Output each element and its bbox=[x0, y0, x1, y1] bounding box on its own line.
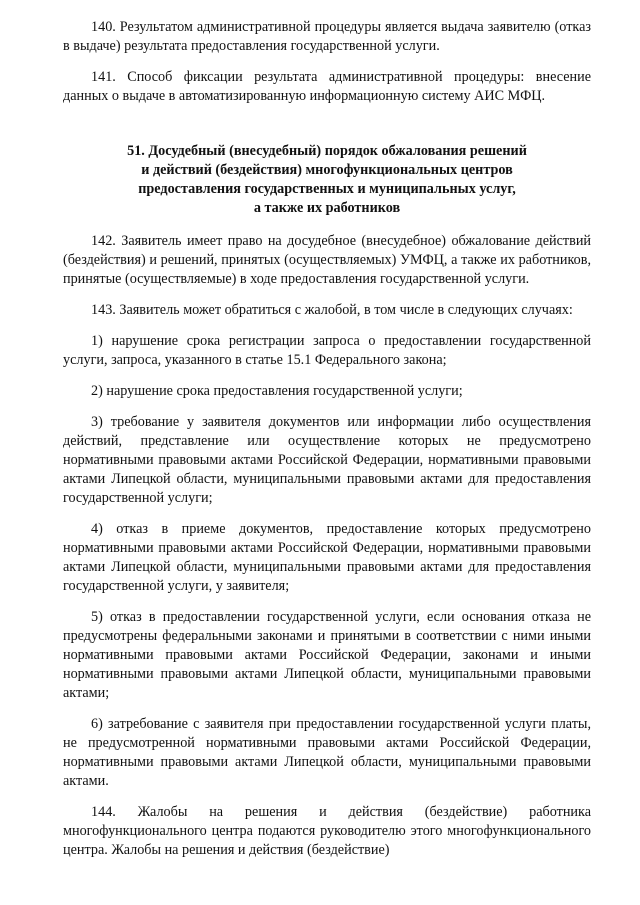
paragraph-140: 140. Результатом административной процедуры является выдача заявителю (отказ в выдаче) результата предоставления государственной услуги. bbox=[63, 19, 591, 54]
paragraph-143-item-5: 5) отказ в предоставлении государственной услуги, если основания отказа не предусмотрены федеральными законами и принятыми в соответствии с ними иными нормативными правовыми актами Российской Федерации, законами и иными нормативными правовыми актами Липецкой области, муниципальными правовыми актами; bbox=[63, 609, 591, 701]
section-heading-line-3: предоставления государственных и муниципальных услуг, bbox=[138, 181, 516, 197]
section-heading-line-2: и действий (бездействия) многофункциональных центров bbox=[141, 162, 513, 178]
paragraph-143-item-1: 1) нарушение срока регистрации запроса о предоставлении государственной услуги, запроса, указанного в статье 15.1 Федерального закона; bbox=[63, 333, 591, 368]
paragraph-143-item-3: 3) требование у заявителя документов или информации либо осуществления действий, представление или осуществление которых не предусмотрено нормативными правовыми актами Российской Федерации, нормативными правовыми актами Липецкой области, муниципальными правовыми актами для предоставления государственной услуги; bbox=[63, 414, 591, 506]
paragraph-143-item-4: 4) отказ в приеме документов, предоставление которых предусмотрено нормативными правовыми актами Российской Федерации, нормативными правовыми актами Липецкой области, муниципальными правовыми актами для предоставления государственной услуги, у заявителя; bbox=[63, 521, 591, 594]
paragraph-142: 142. Заявитель имеет право на досудебное (внесудебное) обжалование действий (бездействия) и решений, принятых (осуществляемых) УМФЦ, а также их работников, принятые (осуществляемые) в ходе предоставления государственной услуги. bbox=[63, 233, 591, 287]
document-page bbox=[63, 18, 591, 872]
section-heading-line-4: а также их работников bbox=[253, 200, 401, 216]
paragraph-143-item-2: 2) нарушение срока предоставления государственной услуги; bbox=[91, 383, 463, 399]
paragraph-143: 143. Заявитель может обратиться с жалобой, в том числе в следующих случаях: bbox=[91, 302, 573, 318]
paragraph-144: 144. Жалобы на решения и действия (бездействие) работника многофункционального центра подаются руководителю этого многофункционального центра. Жалобы на решения и действия (бездействие) bbox=[63, 804, 591, 858]
section-heading-line-1: 51. Досудебный (внесудебный) порядок обжалования решений bbox=[127, 143, 527, 159]
paragraph-141: 141. Способ фиксации результата административной процедуры: внесение данных о выдаче в автоматизированную информационную систему АИС МФЦ. bbox=[63, 69, 591, 104]
section-heading bbox=[83, 142, 571, 218]
paragraph-143-item-6: 6) затребование с заявителя при предоставлении государственной услуги платы, не предусмотренной нормативными правовыми актами Российской Федерации, нормативными правовыми актами Липецкой области, муниципальными правовыми актами. bbox=[63, 716, 591, 789]
